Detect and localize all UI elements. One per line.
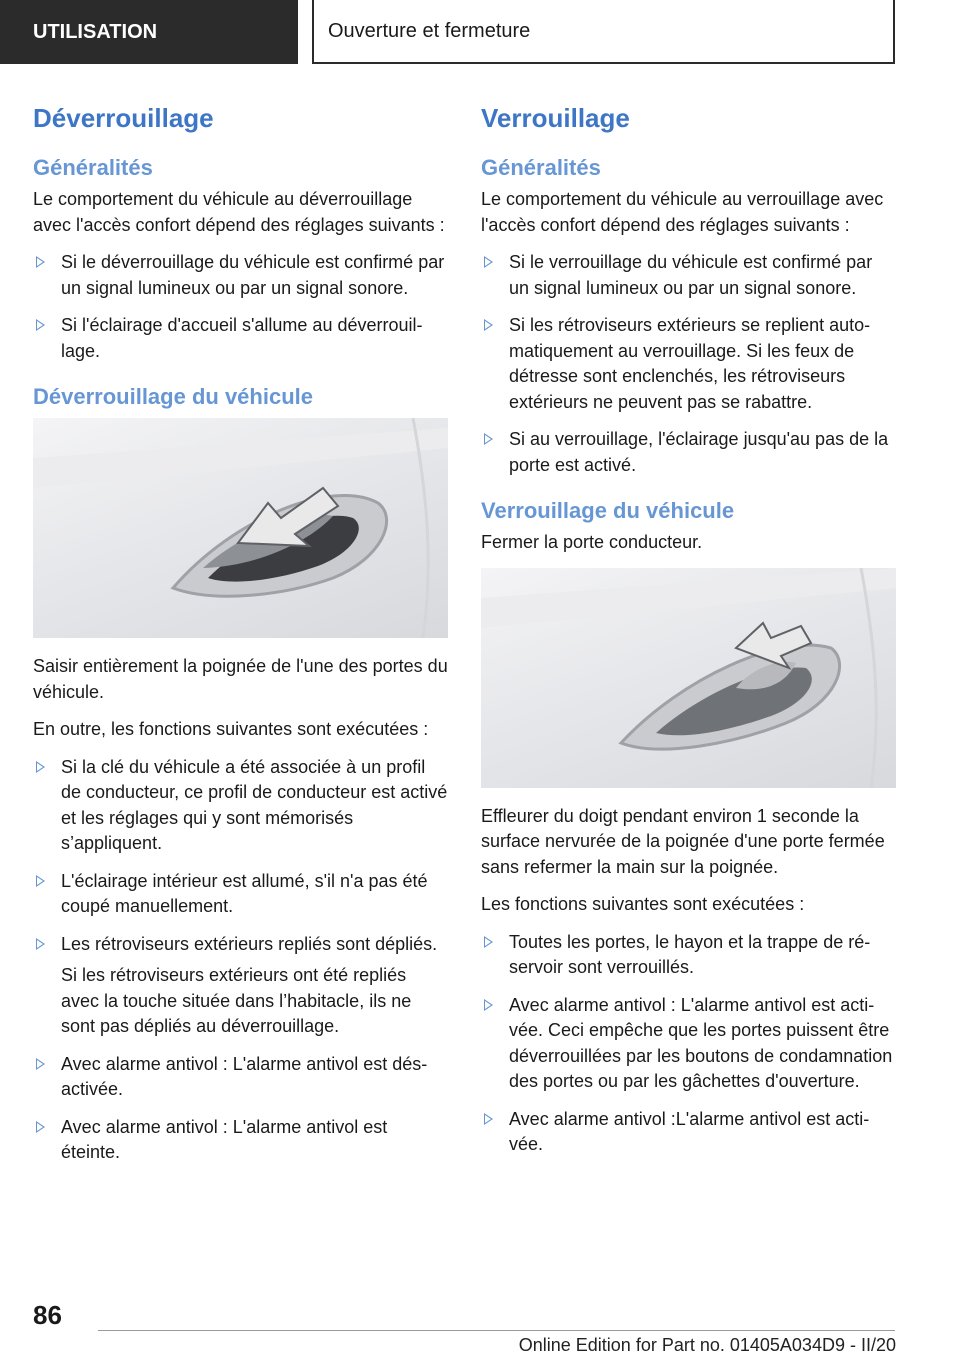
- unlock-general-intro: Le comportement du véhicule au déverrouillage avec l'accès confort dépend des réglages suivants :: [33, 189, 445, 235]
- edition-footer: Online Edition for Part no. 01405A034D9 - II/20: [518, 1335, 896, 1355]
- unlock-functions-intro: En outre, les fonctions suivantes sont exécutées :: [33, 719, 429, 739]
- lock-vehicle-heading: Verrouillage du véhicule: [481, 498, 735, 523]
- lock-general-intro: Le comportement du véhicule au verrouillage avec l'accès confort dépend des réglages suivants :: [481, 189, 884, 235]
- lock-functions-intro: Les fonctions suivantes sont exécutées :: [481, 894, 805, 914]
- triangle-bullet-icon: [484, 999, 493, 1011]
- triangle-bullet-icon: [36, 1121, 45, 1133]
- grab-instruction: Saisir entièrement la poignée de l'une des portes du véhicule.: [33, 656, 448, 702]
- lock-general-heading: Généralités: [481, 155, 601, 180]
- door-handle-grab-image: [33, 418, 448, 638]
- triangle-bullet-icon: [36, 761, 45, 773]
- mirror-note: Si les rétroviseurs extérieurs ont été repliés avec la touche située dans l’habitacle, ils ne sont pas dépliés au déverrouillage.: [61, 965, 412, 1036]
- triangle-bullet-icon: [484, 1113, 493, 1125]
- triangle-bullet-icon: [484, 433, 493, 445]
- list-item: Si au verrouillage, l'éclairage jusqu'au pas de la porte est activé.: [481, 427, 896, 478]
- door-handle-touch-image: [481, 568, 896, 788]
- list-item: Si le verrouillage du véhicule est confirmé par un signal lumineux ou par un signal sonore.: [481, 250, 896, 301]
- list-item: Si les rétroviseurs extérieurs se replient automatiquement au verrouillage. Si les feux de détresse sont enclenchés, les rétroviseurs extérieurs ne peuvent pas se rabattre.: [481, 313, 896, 415]
- list-item: Si l'éclairage d'accueil s'allume au déverrouillage.: [33, 313, 448, 364]
- section-title: UTILISATION: [33, 20, 158, 43]
- list-item: Avec alarme antivol :L'alarme antivol est activée.: [481, 1107, 896, 1158]
- lock-title: Verrouillage: [481, 103, 630, 133]
- left-column: [33, 100, 448, 1178]
- touch-instruction: Effleurer du doigt pendant environ 1 seconde la surface nervurée de la poignée d'une porte fermée sans refermer la main sur la poignée.: [481, 805, 885, 877]
- triangle-bullet-icon: [36, 256, 45, 268]
- triangle-bullet-icon: [484, 936, 493, 948]
- lock-functions-list: [481, 930, 896, 1158]
- list-item: Si le déverrouillage du véhicule est confirmé par un signal lumineux ou par un signal sonore.: [33, 250, 448, 301]
- list-item: Avec alarme antivol : L'alarme antivol est désactivée.: [33, 1052, 448, 1103]
- triangle-bullet-icon: [36, 1058, 45, 1070]
- unlock-title: Déverrouillage: [33, 103, 214, 133]
- list-item: Avec alarme antivol : L'alarme antivol est activée. Ceci empêche que les portes puissent être déverrouillées par les boutons de condamnation des portes ou par les gâchettes d'ouverture.: [481, 993, 896, 1095]
- lock-general-list: [481, 250, 896, 478]
- list-item: L'éclairage intérieur est allumé, s'il n'a pas été coupé manuellement.: [33, 869, 448, 920]
- list-item: Avec alarme antivol : L'alarme antivol est éteinte.: [33, 1115, 448, 1166]
- page-number: 86: [33, 1300, 62, 1330]
- triangle-bullet-icon: [36, 875, 45, 887]
- triangle-bullet-icon: [484, 256, 493, 268]
- unlock-general-list: [33, 250, 448, 364]
- close-door-instruction: Fermer la porte conducteur.: [481, 532, 703, 552]
- triangle-bullet-icon: [484, 319, 493, 331]
- section-tab: [0, 0, 298, 64]
- triangle-bullet-icon: [36, 319, 45, 331]
- chapter-tab: [312, 0, 895, 64]
- unlock-general-heading: Généralités: [33, 155, 153, 180]
- right-column: [481, 100, 896, 1170]
- footer-divider: [98, 1330, 895, 1331]
- list-item: Les rétroviseurs extérieurs repliés sont dépliés. Si les rétroviseurs extérieurs ont été repliés avec la touche située dans l’habitacle, ils ne sont pas dépliés au déverrouillage.: [33, 932, 448, 1040]
- list-item: Si la clé du véhicule a été associée à un profil de conducteur, ce profil de conducteur est activé et les réglages qui y sont mémorisés s’appliquent.: [33, 755, 448, 857]
- list-item: Toutes les portes, le hayon et la trappe de réservoir sont verrouillés.: [481, 930, 896, 981]
- unlock-vehicle-heading: Déverrouillage du véhicule: [33, 384, 313, 409]
- chapter-title: Ouverture et fermeture: [328, 19, 531, 42]
- triangle-bullet-icon: [36, 938, 45, 950]
- unlock-functions-list: [33, 755, 448, 1166]
